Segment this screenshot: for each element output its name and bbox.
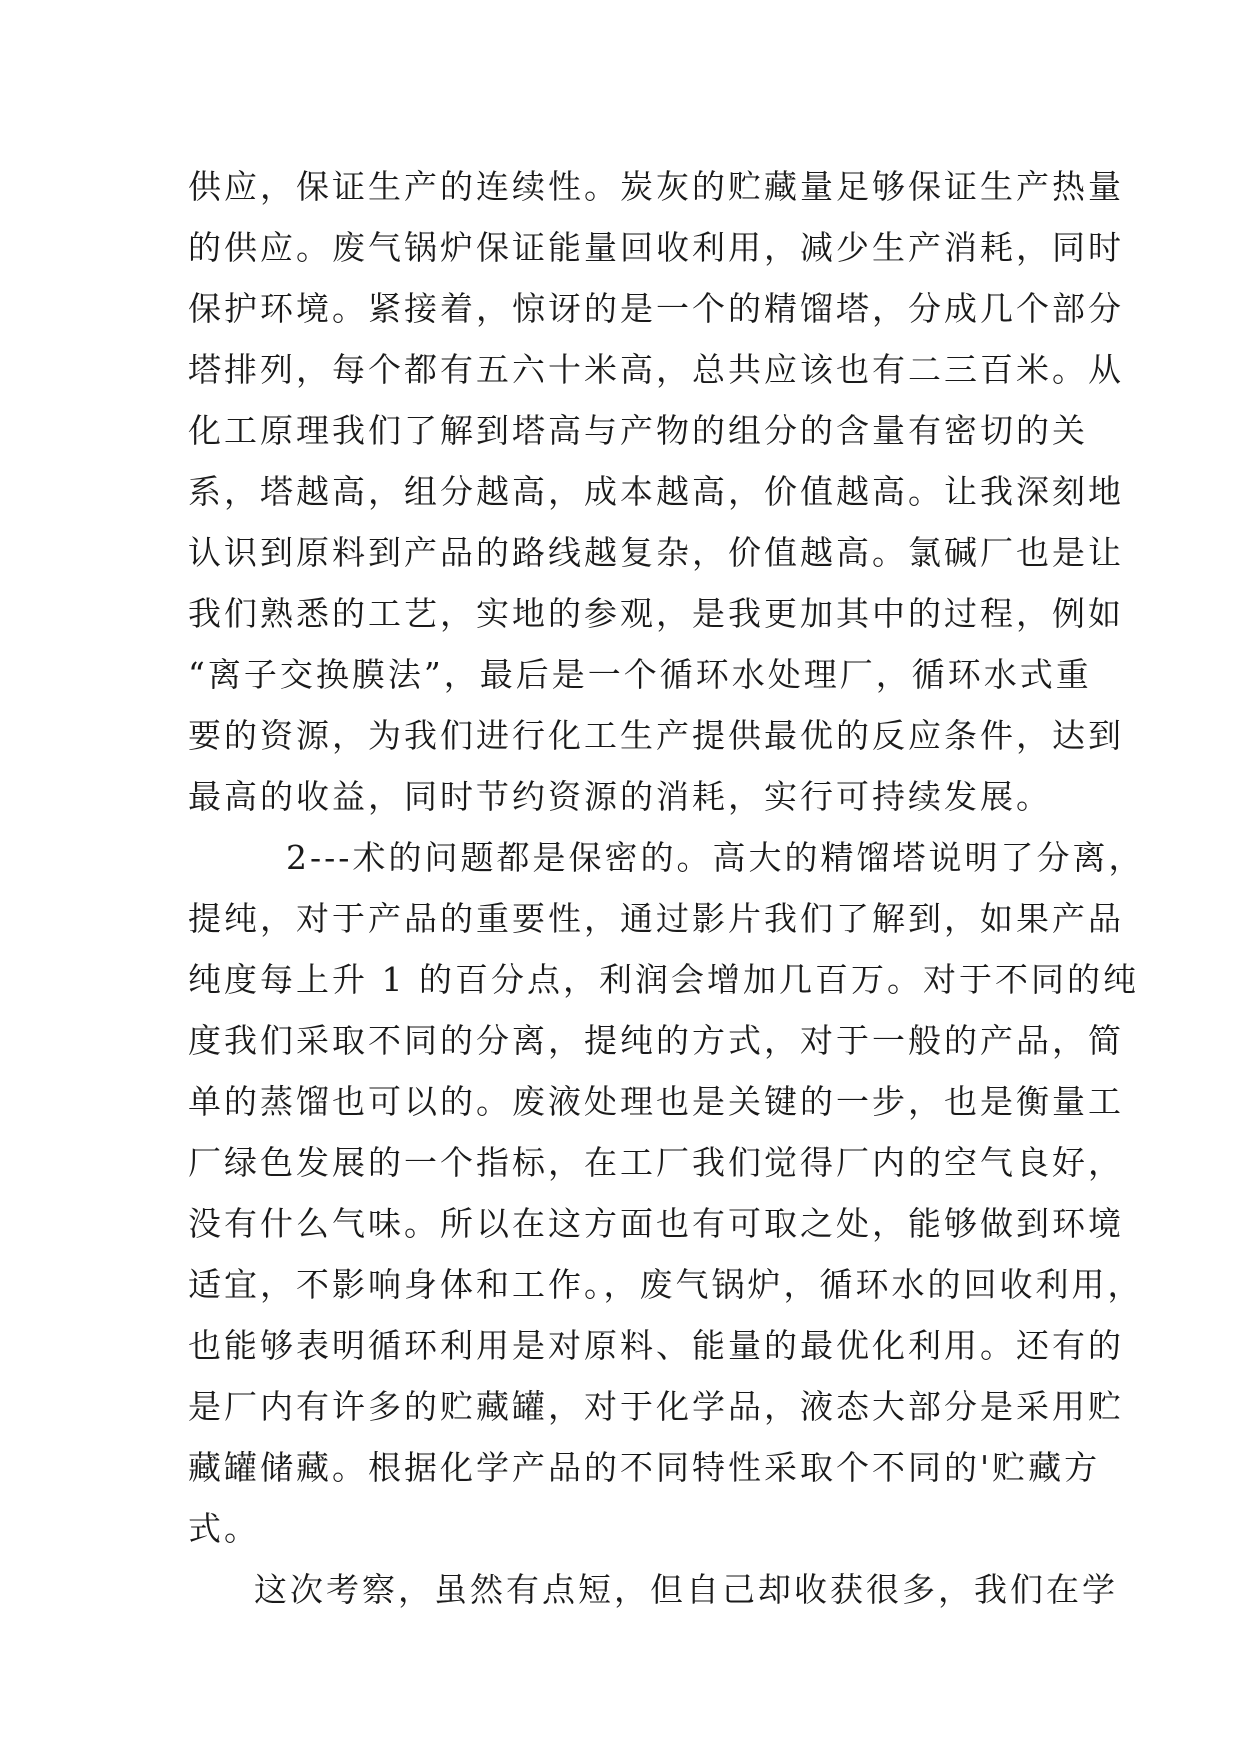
text-line: 供应，保证生产的连续性。炭灰的贮藏量足够保证生产热量 — [188, 167, 1124, 206]
text-line: 度我们采取不同的分离，提纯的方式，对于一般的产品，简 — [188, 1021, 1124, 1060]
text-line: 提纯，对于产品的重要性，通过影片我们了解到，如果产品 — [188, 899, 1124, 938]
text-line: 单的蒸馏也可以的。废液处理也是关键的一步，也是衡量工 — [188, 1082, 1124, 1121]
paragraph-start-line: 这次考察，虽然有点短，但自己却收获很多，我们在学 — [254, 1570, 1118, 1609]
text-line: 塔排列，每个都有五六十米高，总共应该也有二三百米。从 — [188, 350, 1124, 389]
text-line: 厂绿色发展的一个指标，在工厂我们觉得厂内的空气良好， — [188, 1143, 1124, 1182]
text-line: 的供应。废气锅炉保证能量回收利用，减少生产消耗，同时 — [188, 228, 1124, 267]
text-line: “离子交换膜法”，最后是一个循环水处理厂，循环水式重 — [188, 655, 1092, 694]
text-line: 也能够表明循环利用是对原料、能量的最优化利用。还有的 — [188, 1326, 1124, 1365]
text-line: 保护环境。紧接着，惊讶的是一个的精馏塔，分成几个部分 — [188, 289, 1124, 328]
text-line: 没有什么气味。所以在这方面也有可取之处，能够做到环境 — [188, 1204, 1124, 1243]
text-line: 纯度每上升 1 的百分点，利润会增加几百万。对于不同的纯 — [188, 960, 1139, 999]
text-line: 要的资源，为我们进行化工生产提供最优的反应条件，达到 — [188, 716, 1124, 755]
text-line: 最高的收益，同时节约资源的消耗，实行可持续发展。 — [188, 777, 1052, 816]
paragraph-start-line: 2---术的问题都是保密的。高大的精馏塔说明了分离， — [286, 838, 1145, 877]
text-line: 化工原理我们了解到塔高与产物的组分的含量有密切的关 — [188, 411, 1088, 450]
text-line: 适宜，不影响身体和工作。，废气锅炉，循环水的回收利用， — [188, 1265, 1144, 1304]
text-line: 我们熟悉的工艺，实地的参观，是我更加其中的过程，例如 — [188, 594, 1124, 633]
body-text — [188, 156, 1145, 1620]
text-line: 藏罐储藏。根据化学产品的不同特性采取个不同的'贮藏方 — [188, 1448, 1101, 1487]
text-line: 是厂内有许多的贮藏罐，对于化学品，液态大部分是采用贮 — [188, 1387, 1124, 1426]
text-line: 系，塔越高，组分越高，成本越高，价值越高。让我深刻地 — [188, 472, 1124, 511]
text-line: 式。 — [188, 1509, 260, 1548]
text-line: 认识到原料到产品的路线越复杂，价值越高。氯碱厂也是让 — [188, 533, 1124, 572]
